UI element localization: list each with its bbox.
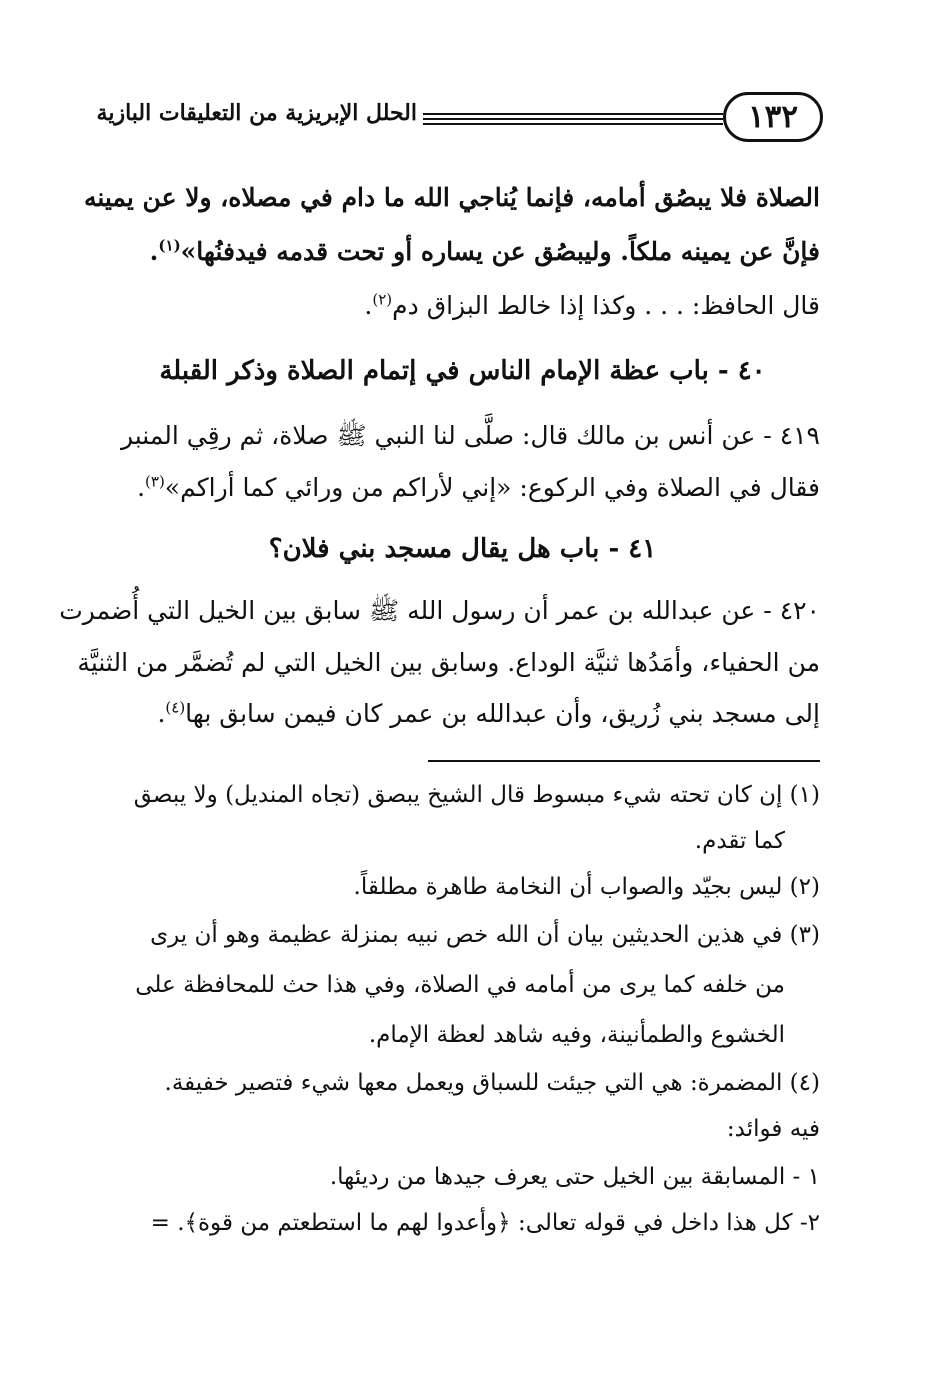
footnote-line: (٣) في هذين الحديثين بيان أن الله خص نبيه بمنزلة عظيمة وهو أن يرى xyxy=(150,922,820,948)
footnote-line: من خلفه كما يرى من أمامه في الصلاة، وفي هذا حث للمحافظة على xyxy=(135,972,785,998)
footnote-line: ٢- كل هذا داخل في قوله تعالى: ﴿وأعدوا لهم ما استطعتم من قوة﴾. = xyxy=(150,1210,820,1236)
footnote-line: كما تقدم. xyxy=(694,828,785,854)
footnote-ref: (١) xyxy=(158,236,181,255)
text-line: الصلاة فلا يبصُق أمامه، فإنما يُناجي الله ما دام في مصلاه، ولا عن يمينه xyxy=(83,183,820,212)
footnote-line: (٢) ليس بجيّد والصواب أن النخامة طاهرة مطلقاً. xyxy=(353,874,820,900)
footnote-ref: (٣) xyxy=(145,472,165,491)
footnote-line: (٤) المضمرة: هي التي جيئت للسباق ويعمل معها شيء فتصير خفيفة. xyxy=(164,1070,820,1096)
text-line: من الحفياء، وأمَدُها ثنيَّة الوداع. وسابق بين الخيل التي لم تُضمَّر من الثنيَّة xyxy=(77,648,820,677)
header-rule xyxy=(423,118,723,120)
chapter-heading: ٤١ - باب هل يقال مسجد بني فلان؟ xyxy=(268,534,657,564)
footnote-line: (١) إن كان تحته شيء مبسوط قال الشيخ يبصق (تجاه المنديل) ولا يبصق xyxy=(133,782,820,808)
hadith-text: ٤١٩ - عن أنس بن مالك قال: صلَّى لنا النبي ﷺ صلاة، ثم رقِي المنبر xyxy=(120,421,820,450)
footnote-line: الخشوع والطمأنينة، وفيه شاهد لعظة الإمام. xyxy=(368,1022,785,1048)
header-rule xyxy=(423,123,723,125)
text-line: قال الحافظ: . . . وكذا إذا خالط البزاق دم$^{(٢)}$. xyxy=(364,290,820,320)
footnote-ref: (٢) xyxy=(372,290,393,309)
chapter-heading: ٤٠ - باب عظة الإمام الناس في إتمام الصلاة وذكر القبلة xyxy=(159,356,766,386)
footnote-ref: (٤) xyxy=(165,698,186,717)
page-number: ١٣٢ xyxy=(723,92,823,142)
text-line: إلى مسجد بني زُريق، وأن عبدالله بن عمر كان فيمن سابق بها$^{(٤)}$. xyxy=(157,698,820,728)
text-line: فقال في الصلاة وفي الركوع: «إني لأراكم من ورائي كما أراكم»$^{(٣)}$. xyxy=(137,472,820,502)
text-line: فإنَّ عن يمينه ملكاً. وليبصُق عن يساره أو تحت قدمه فيدفنُها»$^{(١)}$. xyxy=(149,236,820,266)
running-title: الحلل الإبريزية من التعليقات البازية xyxy=(96,100,417,126)
footnote-line: ١ - المسابقة بين الخيل حتى يعرف جيدها من رديئها. xyxy=(329,1164,820,1190)
header-rule xyxy=(423,113,723,115)
hadith-text: ٤٢٠ - عن عبدالله بن عمر أن رسول الله ﷺ سابق بين الخيل التي أُضمرت xyxy=(59,596,820,625)
footnote-divider xyxy=(428,760,820,762)
footnote-line: فيه فوائد: xyxy=(726,1116,820,1142)
page-header xyxy=(96,92,823,154)
